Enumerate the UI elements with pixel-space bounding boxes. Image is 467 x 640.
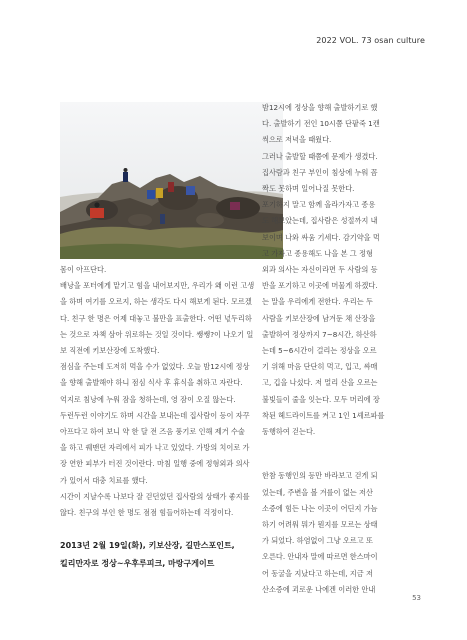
right-column	[262, 100, 412, 598]
body-line: 을 하며 여기를 오르지, 하는 생각도 다시 해보게 된다. 모르겠	[60, 297, 252, 307]
body-line: 시간이 지날수록 나보다 잘 걷던었던 집사람의 상태가 좋지를	[60, 491, 250, 501]
body-line: 었는데, 주변을 볼 겨를이 없는 저산	[262, 487, 373, 497]
mountain-trekking-photo	[60, 102, 283, 259]
body-line: 출발하여 정상까지 7~8시간, 하산하	[262, 329, 377, 339]
body-line: 장 연한 피부가 터진 것이란다. 마침 일행 중에 정형외과 의사	[60, 459, 250, 469]
body-line: 불빛들이 줄을 잇는다. 모두 머리에 장	[262, 394, 380, 404]
body-line: 기 위해 마음 단단히 먹고, 입고, 싸매	[262, 362, 378, 372]
body-line: 집사람과 친구 부인이 침상에 누워 꼼	[262, 167, 378, 177]
body-line: 소증에 힘든 나는 이곳이 어딘지 가늠	[262, 503, 378, 513]
body-line: 고, 깁을 나섰다. 저 멀리 산을 오르는	[262, 378, 378, 388]
body-line: 반을 포기하고 이곳에 머물게 하겠다.	[262, 281, 378, 291]
body-line: 어 동굴을 지났다고 하는데, 지금 저	[262, 568, 373, 578]
body-line: 억지로 침낭에 누워 잠을 청하는데, 영 잠이 오질 않는다.	[60, 394, 236, 404]
body-line: 착된 헤드라이트를 켜고 1인 1셰르파를	[262, 410, 385, 420]
body-line: 보이며 나와 싸움 기세다. 감기약을 먹	[262, 232, 380, 242]
body-line: 다. 친구 한 명은 어제 대놓고 불만을 표출한다. 어떤 넋두리하	[60, 313, 252, 323]
section-subheading: 킬리만자로 정상~우후루피크, 마랑구게이트	[60, 559, 215, 569]
body-line: 동행하여 걷는다.	[262, 427, 316, 437]
body-line: 보 직전에 키보산장에 도착했다.	[60, 346, 160, 356]
body-line: 다. 출발하기 전인 10시쯤 단팥죽 1캔	[262, 119, 380, 129]
page-number: 53	[412, 594, 421, 602]
body-line: 아프다고 하여 보니 약 한 달 전 즈음 풍기로 인해 제거 수술	[60, 427, 245, 437]
body-line: 가 되었다. 하염없이 그냥 오르고 또	[262, 536, 373, 546]
body-line: 오른다. 안내자 말에 따르면 한스마이	[262, 552, 378, 562]
body-line: 그러나 출발할 때쯤에 문제가 생겼다.	[262, 151, 378, 161]
body-line: 을 향해 출발해야 하니 점심 식사 후 휴식을 취하고 자란다.	[60, 378, 243, 388]
left-column	[60, 262, 285, 573]
body-line: 씩으로 저녁을 때웠다.	[262, 135, 332, 145]
body-line: 도 해보았는데, 집사람은 성절까지 내	[262, 216, 378, 226]
body-line: 고 가자고 종용해도 나을 본 그 정형	[262, 248, 373, 258]
body-line: 점심을 주는데 도저히 먹을 수가 없었다. 오늘 밤12시에 정상	[60, 362, 250, 372]
body-line: 을 하고 꿰맨던 자리에서 피가 나고 있었다. 가방의 치이로 가	[60, 443, 250, 453]
page-header: 2022 VOL. 73 osan culture	[316, 36, 425, 45]
body-line: 산소증에 괴로운 나에겐 이러한 안내	[262, 584, 376, 594]
body-line: 외과 의사는 자신이라면 두 사람의 등	[262, 265, 378, 275]
body-line: 한참 동행인의 등만 바라보고 걷게 되	[262, 471, 378, 481]
body-line: 하기 어려워 뭐가 뭔지를 모르는 상태	[262, 520, 378, 530]
body-line: 는데 5~6시간이 걸리는 정상을 오르	[262, 346, 377, 356]
body-line: 몸이 아프단다.	[60, 265, 107, 274]
body-line: 는 것으로 자책 삼아 위로하는 것일 것이다. 쌩쌩?이 나오기 일	[60, 329, 254, 339]
body-line: 짝도 못하며 일어나질 못한다.	[262, 184, 355, 194]
section-subheading: 2013년 2월 19일(화), 키보산장, 길만스포인트,	[60, 541, 235, 551]
body-line: 배낭을 포터에게 맡기고 힘을 내어보지만, 우리가 왜 이런 고생	[60, 281, 255, 291]
body-line: 는 말을 우리에게 전한다. 우리는 두	[262, 297, 373, 307]
body-line: 사람을 키보산장에 남겨둔 채 산장을	[262, 313, 376, 323]
body-line: 가 있어서 대충 치료를 했다.	[60, 475, 148, 485]
body-line: 두런두런 이야기도 하며 시간을 보내는데 집사람이 등이 자꾸	[60, 410, 250, 420]
body-line: 포기하지 말고 함께 올라가자고 종용	[262, 200, 376, 210]
body-line: 않다. 친구의 부인 한 명도 점점 힘들어하는데 걱정이다.	[60, 508, 234, 518]
body-line: 밤12시에 정상을 향해 출발하기로 했	[262, 103, 378, 112]
